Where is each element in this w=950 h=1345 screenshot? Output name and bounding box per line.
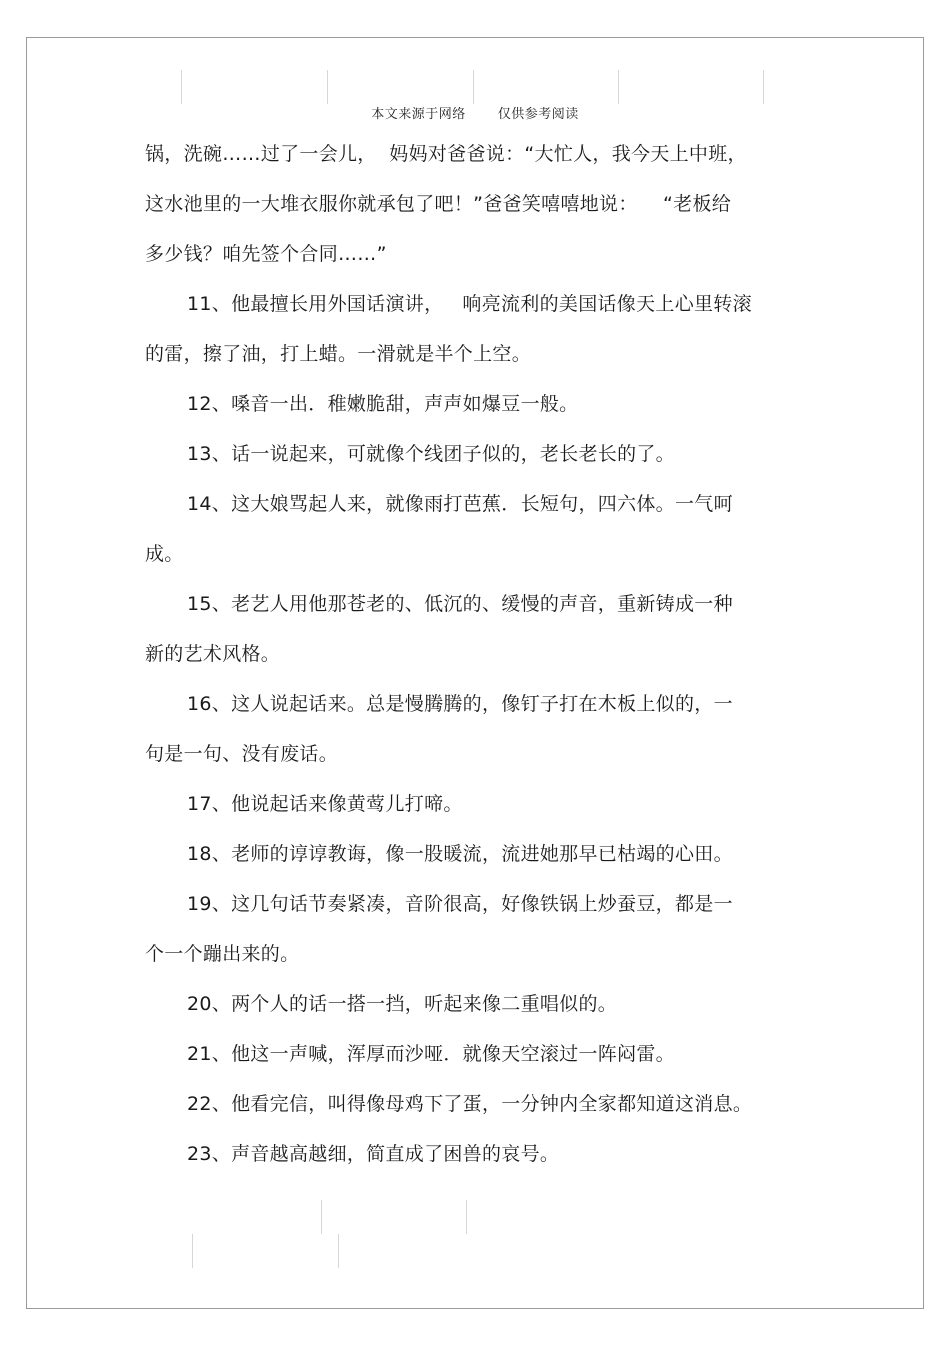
top-rule-1	[181, 70, 182, 104]
header-reference-note: 仅供参考阅读	[497, 107, 579, 122]
text-line: 句是一句、没有废话。	[145, 743, 339, 765]
list-item-12: 12、嗓音一出．稚嫩脆甜，声声如爆豆一般。	[187, 393, 579, 415]
list-item-23: 23、声音越高越细，简直成了困兽的哀号。	[187, 1143, 560, 1165]
text-line: 的雷，擦了油，打上蜡。一滑就是半个上空。	[145, 343, 532, 365]
page-header	[0, 103, 950, 122]
text-line: 多少钱？咱先签个合同……”	[145, 243, 387, 265]
list-item-13: 13、话一说起来，可就像个线团子似的，老长老长的了。	[187, 443, 675, 465]
list-item-20: 20、两个人的话一搭一挡，听起来像二重唱似的。	[187, 993, 618, 1015]
list-item-19: 19、这几句话节奏紧凑，音阶很高，好像铁锅上炒蚕豆，都是一	[187, 893, 733, 915]
text-line: 这水池里的一大堆衣服你就承包了吧！”爸爸笑嘻嘻地说： “老板给	[145, 193, 732, 215]
list-item-11: 11、他最擅长用外国话演讲， 响亮流利的美国话像天上心里转滚	[187, 293, 752, 315]
bottom-rule-1	[321, 1200, 322, 1234]
header-source-note: 本文来源于网络	[371, 107, 466, 122]
top-rule-5	[763, 70, 764, 104]
list-item-21: 21、他这一声喊，浑厚而沙哑．就像天空滚过一阵闷雷。	[187, 1043, 675, 1065]
bottom-rule-4	[338, 1234, 339, 1268]
top-rule-4	[618, 70, 619, 104]
text-line: 新的艺术风格。	[145, 643, 281, 665]
list-item-15: 15、老艺人用他那苍老的、低沉的、缓慢的声音，重新铸成一种	[187, 593, 733, 615]
text-line: 锅，洗碗……过了一会儿， 妈妈对爸爸说：“大忙人，我今天上中班，	[145, 143, 747, 165]
text-line: 个一个蹦出来的。	[145, 943, 300, 965]
page-border	[26, 37, 924, 1309]
text-line: 成。	[145, 543, 184, 565]
list-item-18: 18、老师的谆谆教诲，像一股暖流，流进她那早已枯竭的心田。	[187, 843, 733, 865]
list-item-16: 16、这人说起话来。总是慢腾腾的，像钉子打在木板上似的，一	[187, 693, 733, 715]
top-rule-3	[473, 70, 474, 104]
bottom-rule-3	[192, 1234, 193, 1268]
list-item-17: 17、他说起话来像黄莺儿打啼。	[187, 793, 463, 815]
bottom-rule-2	[466, 1200, 467, 1234]
list-item-22: 22、他看完信，叫得像母鸡下了蛋，一分钟内全家都知道这消息。	[187, 1093, 753, 1115]
list-item-14: 14、这大娘骂起人来，就像雨打芭蕉．长短句，四六体。一气呵	[187, 493, 733, 515]
top-rule-2	[327, 70, 328, 104]
